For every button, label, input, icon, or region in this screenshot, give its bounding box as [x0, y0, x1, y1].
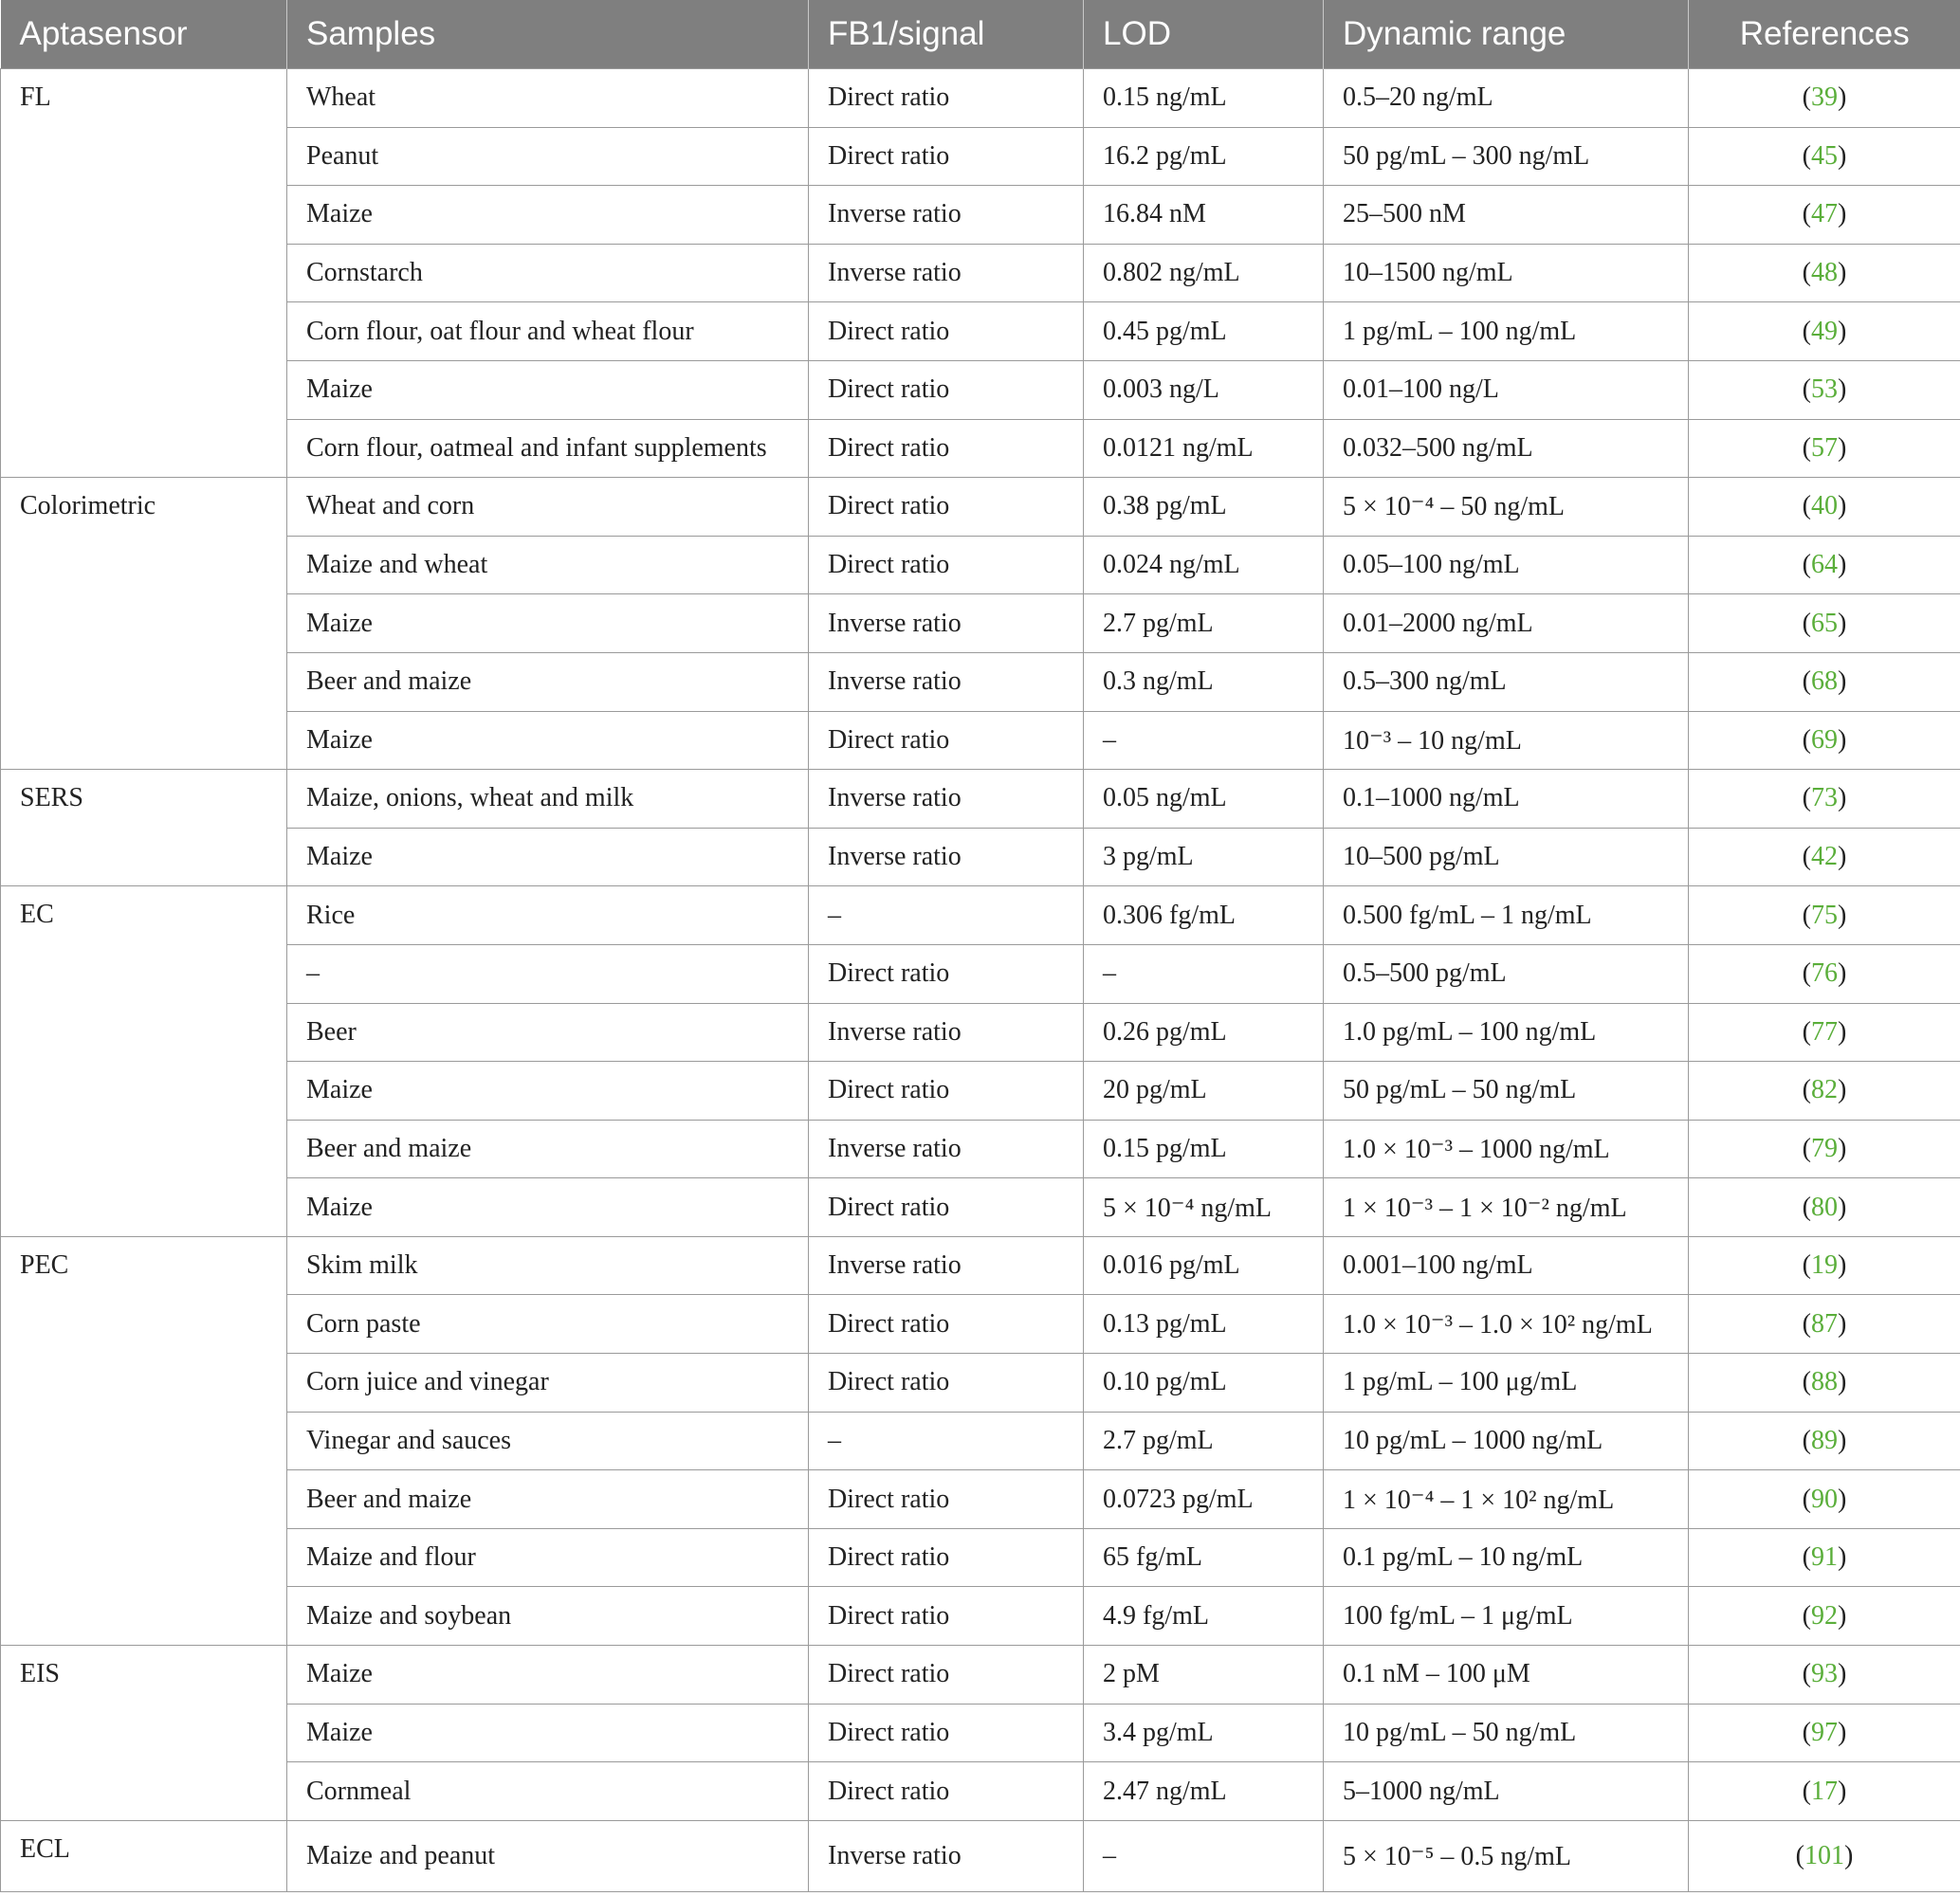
lod-cell: 0.15 ng/mL: [1084, 69, 1324, 128]
signal-cell: Inverse ratio: [809, 594, 1084, 653]
range-cell: 1 × 10⁻⁴ – 1 × 10² ng/mL: [1324, 1470, 1689, 1529]
reference-cell: (17): [1689, 1762, 1960, 1821]
table-row: [1, 1528, 1960, 1587]
range-cell: 10–500 pg/mL: [1324, 828, 1689, 886]
range-cell: 0.01–100 ng/L: [1324, 360, 1689, 419]
table-row: [1, 69, 1960, 128]
signal-cell: Direct ratio: [809, 419, 1084, 478]
table-row: [1, 1762, 1960, 1821]
sample-cell: Rice: [287, 886, 809, 945]
lod-cell: –: [1084, 711, 1324, 770]
table-row: [1, 770, 1960, 829]
aptasensor-group-cell: EC: [1, 886, 287, 1237]
table-row: [1, 1412, 1960, 1470]
reference-cell: (91): [1689, 1528, 1960, 1587]
signal-cell: Direct ratio: [809, 536, 1084, 594]
range-cell: 0.5–300 ng/mL: [1324, 652, 1689, 711]
table-row: [1, 419, 1960, 478]
signal-cell: Inverse ratio: [809, 1120, 1084, 1178]
sample-cell: Maize and wheat: [287, 536, 809, 594]
reference-link[interactable]: 42: [1811, 842, 1838, 872]
table-row: [1, 1003, 1960, 1062]
sample-cell: Beer and maize: [287, 1120, 809, 1178]
reference-link[interactable]: 45: [1811, 140, 1838, 171]
lod-cell: 0.024 ng/mL: [1084, 536, 1324, 594]
reference-cell: (53): [1689, 360, 1960, 419]
sample-cell: Corn flour, oat flour and wheat flour: [287, 302, 809, 361]
signal-cell: Direct ratio: [809, 1354, 1084, 1413]
table-row: [1, 478, 1960, 537]
range-cell: 5 × 10⁻⁵ – 0.5 ng/mL: [1324, 1820, 1689, 1892]
signal-cell: Direct ratio: [809, 478, 1084, 537]
table-row: [1, 886, 1960, 945]
lod-cell: –: [1084, 1820, 1324, 1892]
signal-cell: Direct ratio: [809, 127, 1084, 186]
reference-link[interactable]: 40: [1811, 491, 1838, 521]
reference-link[interactable]: 64: [1811, 550, 1838, 580]
lod-cell: 5 × 10⁻⁴ ng/mL: [1084, 1178, 1324, 1237]
reference-cell: (69): [1689, 711, 1960, 770]
header-lod: LOD: [1084, 0, 1324, 69]
table-row: [1, 1236, 1960, 1295]
range-cell: 50 pg/mL – 300 ng/mL: [1324, 127, 1689, 186]
header-samples: Samples: [287, 0, 809, 69]
signal-cell: Inverse ratio: [809, 1236, 1084, 1295]
reference-cell: (48): [1689, 244, 1960, 302]
table-row: [1, 127, 1960, 186]
reference-cell: (101): [1689, 1820, 1960, 1892]
signal-cell: Inverse ratio: [809, 652, 1084, 711]
range-cell: 0.032–500 ng/mL: [1324, 419, 1689, 478]
lod-cell: 0.26 pg/mL: [1084, 1003, 1324, 1062]
table-row: [1, 828, 1960, 886]
lod-cell: 2.7 pg/mL: [1084, 594, 1324, 653]
lod-cell: 2.7 pg/mL: [1084, 1412, 1324, 1470]
reference-link[interactable]: 39: [1811, 82, 1838, 113]
sample-cell: Maize: [287, 1646, 809, 1705]
reference-link[interactable]: 65: [1811, 608, 1838, 638]
lod-cell: 0.0723 pg/mL: [1084, 1470, 1324, 1529]
range-cell: 0.1 pg/mL – 10 ng/mL: [1324, 1528, 1689, 1587]
reference-cell: (77): [1689, 1003, 1960, 1062]
range-cell: 1.0 pg/mL – 100 ng/mL: [1324, 1003, 1689, 1062]
sample-cell: Maize and peanut: [287, 1820, 809, 1892]
reference-cell: (92): [1689, 1587, 1960, 1646]
reference-link[interactable]: 75: [1811, 900, 1838, 930]
range-cell: 1 × 10⁻³ – 1 × 10⁻² ng/mL: [1324, 1178, 1689, 1237]
lod-cell: 0.38 pg/mL: [1084, 478, 1324, 537]
range-cell: 10–1500 ng/mL: [1324, 244, 1689, 302]
signal-cell: Direct ratio: [809, 711, 1084, 770]
signal-cell: –: [809, 886, 1084, 945]
signal-cell: Direct ratio: [809, 360, 1084, 419]
sample-cell: Beer and maize: [287, 652, 809, 711]
range-cell: 10 pg/mL – 1000 ng/mL: [1324, 1412, 1689, 1470]
reference-link[interactable]: 53: [1811, 374, 1838, 405]
lod-cell: 0.0121 ng/mL: [1084, 419, 1324, 478]
sample-cell: Maize: [287, 1704, 809, 1762]
lod-cell: 0.13 pg/mL: [1084, 1295, 1324, 1354]
table-row: [1, 302, 1960, 361]
lod-cell: 0.306 fg/mL: [1084, 886, 1324, 945]
lod-cell: 0.05 ng/mL: [1084, 770, 1324, 829]
table-row: [1, 1646, 1960, 1705]
reference-link[interactable]: 76: [1811, 958, 1838, 989]
signal-cell: Direct ratio: [809, 1178, 1084, 1237]
lod-cell: 0.802 ng/mL: [1084, 244, 1324, 302]
sample-cell: Maize: [287, 828, 809, 886]
reference-link[interactable]: 49: [1811, 316, 1838, 346]
table-row: [1, 360, 1960, 419]
aptasensor-group-cell: Colorimetric: [1, 478, 287, 770]
reference-link[interactable]: 87: [1811, 1308, 1838, 1339]
signal-cell: Direct ratio: [809, 944, 1084, 1003]
reference-cell: (40): [1689, 478, 1960, 537]
reference-cell: (87): [1689, 1295, 1960, 1354]
range-cell: 25–500 nM: [1324, 186, 1689, 245]
reference-link[interactable]: 77: [1811, 1016, 1838, 1047]
range-cell: 1.0 × 10⁻³ – 1000 ng/mL: [1324, 1120, 1689, 1178]
lod-cell: 20 pg/mL: [1084, 1062, 1324, 1121]
sample-cell: Maize, onions, wheat and milk: [287, 770, 809, 829]
reference-link[interactable]: 82: [1811, 1075, 1838, 1105]
aptasensor-group-cell: FL: [1, 69, 287, 478]
reference-cell: (45): [1689, 127, 1960, 186]
sample-cell: Peanut: [287, 127, 809, 186]
sample-cell: Vinegar and sauces: [287, 1412, 809, 1470]
signal-cell: –: [809, 1412, 1084, 1470]
reference-link[interactable]: 80: [1811, 1192, 1838, 1222]
reference-link[interactable]: 17: [1811, 1776, 1838, 1806]
lod-cell: 2 pM: [1084, 1646, 1324, 1705]
lod-cell: 3 pg/mL: [1084, 828, 1324, 886]
lod-cell: 4.9 fg/mL: [1084, 1587, 1324, 1646]
reference-link[interactable]: 88: [1811, 1367, 1838, 1397]
table-row: [1, 594, 1960, 653]
signal-cell: Direct ratio: [809, 69, 1084, 128]
range-cell: 0.500 fg/mL – 1 ng/mL: [1324, 886, 1689, 945]
table-row: [1, 1820, 1960, 1892]
range-cell: 1 pg/mL – 100 ng/mL: [1324, 302, 1689, 361]
reference-cell: (79): [1689, 1120, 1960, 1178]
table-row: [1, 536, 1960, 594]
sample-cell: Corn paste: [287, 1295, 809, 1354]
reference-cell: (90): [1689, 1470, 1960, 1529]
range-cell: 1.0 × 10⁻³ – 1.0 × 10² ng/mL: [1324, 1295, 1689, 1354]
reference-cell: (64): [1689, 536, 1960, 594]
signal-cell: Direct ratio: [809, 1762, 1084, 1821]
reference-link[interactable]: 101: [1804, 1841, 1844, 1871]
signal-cell: Inverse ratio: [809, 186, 1084, 245]
sample-cell: Cornmeal: [287, 1762, 809, 1821]
reference-cell: (49): [1689, 302, 1960, 361]
signal-cell: Inverse ratio: [809, 1003, 1084, 1062]
signal-cell: Direct ratio: [809, 1295, 1084, 1354]
table-row: [1, 652, 1960, 711]
reference-link[interactable]: 57: [1811, 432, 1838, 463]
reference-link[interactable]: 91: [1811, 1542, 1838, 1573]
range-cell: 10 pg/mL – 50 ng/mL: [1324, 1704, 1689, 1762]
lod-cell: 0.45 pg/mL: [1084, 302, 1324, 361]
table-row: [1, 1120, 1960, 1178]
header-references: References: [1689, 0, 1960, 69]
table-row: [1, 1062, 1960, 1121]
reference-cell: (42): [1689, 828, 1960, 886]
range-cell: 0.5–500 pg/mL: [1324, 944, 1689, 1003]
reference-link[interactable]: 97: [1811, 1717, 1838, 1747]
lod-cell: 2.47 ng/mL: [1084, 1762, 1324, 1821]
signal-cell: Direct ratio: [809, 1528, 1084, 1587]
signal-cell: Direct ratio: [809, 1470, 1084, 1529]
sample-cell: Maize: [287, 360, 809, 419]
signal-cell: Direct ratio: [809, 1704, 1084, 1762]
reference-link[interactable]: 48: [1811, 258, 1838, 288]
reference-cell: (57): [1689, 419, 1960, 478]
reference-cell: (73): [1689, 770, 1960, 829]
sample-cell: Skim milk: [287, 1236, 809, 1295]
aptasensor-group-cell: SERS: [1, 770, 287, 886]
header-row: [1, 0, 1960, 69]
aptasensor-group-cell: EIS: [1, 1646, 287, 1821]
table-row: [1, 944, 1960, 1003]
table-row: [1, 186, 1960, 245]
range-cell: 0.1 nM – 100 μM: [1324, 1646, 1689, 1705]
lod-cell: 16.2 pg/mL: [1084, 127, 1324, 186]
range-cell: 1 pg/mL – 100 μg/mL: [1324, 1354, 1689, 1413]
reference-cell: (82): [1689, 1062, 1960, 1121]
lod-cell: 0.016 pg/mL: [1084, 1236, 1324, 1295]
lod-cell: 0.10 pg/mL: [1084, 1354, 1324, 1413]
lod-cell: 16.84 nM: [1084, 186, 1324, 245]
reference-cell: (88): [1689, 1354, 1960, 1413]
range-cell: 0.1–1000 ng/mL: [1324, 770, 1689, 829]
table-row: [1, 1704, 1960, 1762]
table-row: [1, 244, 1960, 302]
aptasensor-group-cell: ECL: [1, 1820, 287, 1892]
sample-cell: Maize: [287, 186, 809, 245]
sample-cell: Maize: [287, 594, 809, 653]
reference-cell: (89): [1689, 1412, 1960, 1470]
table-row: [1, 1354, 1960, 1413]
range-cell: 100 fg/mL – 1 μg/mL: [1324, 1587, 1689, 1646]
sample-cell: Beer and maize: [287, 1470, 809, 1529]
header-signal: FB1/signal: [809, 0, 1084, 69]
sample-cell: Wheat: [287, 69, 809, 128]
reference-cell: (97): [1689, 1704, 1960, 1762]
table-row: [1, 1295, 1960, 1354]
sample-cell: Wheat and corn: [287, 478, 809, 537]
sample-cell: Corn juice and vinegar: [287, 1354, 809, 1413]
reference-cell: (93): [1689, 1646, 1960, 1705]
sample-cell: Maize and soybean: [287, 1587, 809, 1646]
reference-link[interactable]: 68: [1811, 666, 1838, 697]
reference-cell: (75): [1689, 886, 1960, 945]
sample-cell: Beer: [287, 1003, 809, 1062]
reference-cell: (76): [1689, 944, 1960, 1003]
signal-cell: Inverse ratio: [809, 1820, 1084, 1892]
signal-cell: Inverse ratio: [809, 828, 1084, 886]
signal-cell: Direct ratio: [809, 1646, 1084, 1705]
lod-cell: 3.4 pg/mL: [1084, 1704, 1324, 1762]
lod-cell: 0.3 ng/mL: [1084, 652, 1324, 711]
lod-cell: 0.003 ng/L: [1084, 360, 1324, 419]
reference-cell: (65): [1689, 594, 1960, 653]
lod-cell: 65 fg/mL: [1084, 1528, 1324, 1587]
reference-link[interactable]: 79: [1811, 1133, 1838, 1163]
reference-cell: (68): [1689, 652, 1960, 711]
table-row: [1, 711, 1960, 770]
reference-link[interactable]: 90: [1811, 1484, 1838, 1514]
range-cell: 0.5–20 ng/mL: [1324, 69, 1689, 128]
sample-cell: Maize: [287, 1178, 809, 1237]
sample-cell: –: [287, 944, 809, 1003]
reference-link[interactable]: 19: [1811, 1250, 1838, 1281]
reference-link[interactable]: 47: [1811, 199, 1838, 229]
sample-cell: Maize: [287, 711, 809, 770]
sample-cell: Maize and flour: [287, 1528, 809, 1587]
range-cell: 0.01–2000 ng/mL: [1324, 594, 1689, 653]
signal-cell: Inverse ratio: [809, 244, 1084, 302]
header-dynamic-range: Dynamic range: [1324, 0, 1689, 69]
sample-cell: Corn flour, oatmeal and infant supplements: [287, 419, 809, 478]
signal-cell: Direct ratio: [809, 1587, 1084, 1646]
lod-cell: 0.15 pg/mL: [1084, 1120, 1324, 1178]
sample-cell: Maize: [287, 1062, 809, 1121]
signal-cell: Direct ratio: [809, 302, 1084, 361]
header-aptasensor: Aptasensor: [1, 0, 287, 69]
range-cell: 10⁻³ – 10 ng/mL: [1324, 711, 1689, 770]
signal-cell: Inverse ratio: [809, 770, 1084, 829]
reference-link[interactable]: 93: [1811, 1659, 1838, 1689]
lod-cell: –: [1084, 944, 1324, 1003]
range-cell: 0.001–100 ng/mL: [1324, 1236, 1689, 1295]
sample-cell: Cornstarch: [287, 244, 809, 302]
table-row: [1, 1178, 1960, 1237]
signal-cell: Direct ratio: [809, 1062, 1084, 1121]
reference-link[interactable]: 73: [1811, 783, 1838, 813]
range-cell: 5 × 10⁻⁴ – 50 ng/mL: [1324, 478, 1689, 537]
aptasensor-group-cell: PEC: [1, 1236, 287, 1645]
table-row: [1, 1587, 1960, 1646]
reference-cell: (80): [1689, 1178, 1960, 1237]
reference-cell: (39): [1689, 69, 1960, 128]
reference-link[interactable]: 92: [1811, 1600, 1838, 1631]
reference-link[interactable]: 89: [1811, 1425, 1838, 1455]
range-cell: 5–1000 ng/mL: [1324, 1762, 1689, 1821]
range-cell: 50 pg/mL – 50 ng/mL: [1324, 1062, 1689, 1121]
table-row: [1, 1470, 1960, 1529]
reference-cell: (19): [1689, 1236, 1960, 1295]
range-cell: 0.05–100 ng/mL: [1324, 536, 1689, 594]
reference-link[interactable]: 69: [1811, 724, 1838, 755]
reference-cell: (47): [1689, 186, 1960, 245]
